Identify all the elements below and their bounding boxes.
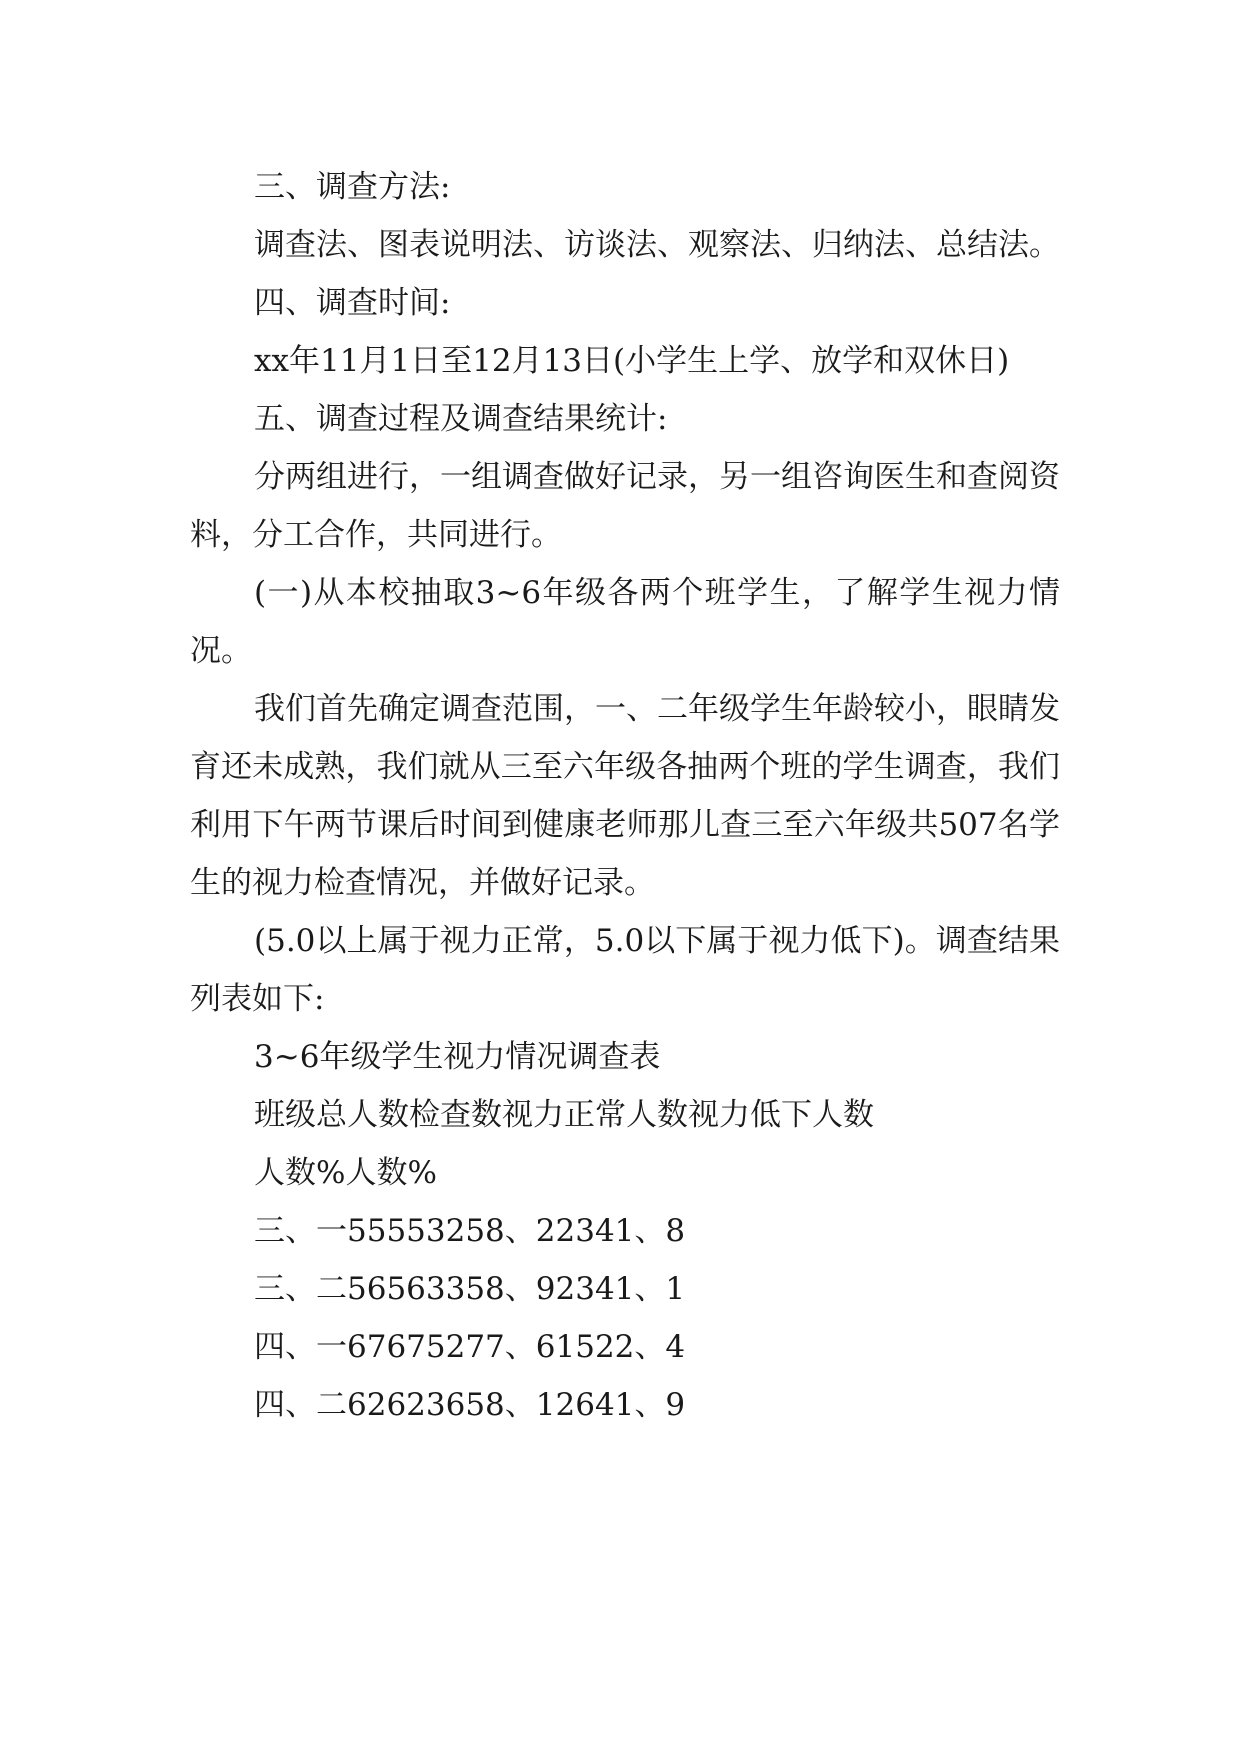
document-body xyxy=(190,158,1060,1434)
table-row: 三、一55553258、22341、8 xyxy=(254,1213,686,1249)
paragraph-survey-time: xx年11月1日至12月13日(小学生上学、放学和双休日) xyxy=(254,343,1010,379)
heading-survey-time: 四、调查时间: xyxy=(254,285,451,321)
table-row: 四、二62623658、12641、9 xyxy=(254,1387,686,1423)
table-row: 四、一67675277、61522、4 xyxy=(254,1329,686,1365)
table-header-row: 班级总人数检查数视力正常人数视力低下人数 xyxy=(254,1097,874,1133)
table-title: 3~6年级学生视力情况调查表 xyxy=(254,1039,661,1075)
paragraph-vision-criteria: (5.0以上属于视力正常，5.0以下属于视力低下)。调查结果列表如下: xyxy=(190,923,1060,1017)
table-row: 三、二56563358、92341、1 xyxy=(254,1271,686,1307)
paragraph-survey-scope: 我们首先确定调查范围，一、二年级学生年龄较小，眼睛发育还未成熟，我们就从三至六年级各抽两个班的学生调查，我们利用下午两节课后时间到健康老师那儿查三至六年级共507名学生的视力检查情况，并做好记录。 xyxy=(190,691,1060,901)
paragraph-group-division: 分两组进行，一组调查做好记录，另一组咨询医生和查阅资料，分工合作，共同进行。 xyxy=(190,459,1060,553)
paragraph-survey-methods-list: 调查法、图表说明法、访谈法、观察法、归纳法、总结法。 xyxy=(254,227,1060,263)
table-subheader-row: 人数%人数% xyxy=(254,1155,437,1191)
heading-survey-process: 五、调查过程及调查结果统计: xyxy=(254,401,668,437)
paragraph-sample-selection: (一)从本校抽取3~6年级各两个班学生，了解学生视力情况。 xyxy=(190,575,1060,669)
heading-survey-method: 三、调查方法: xyxy=(254,169,451,205)
